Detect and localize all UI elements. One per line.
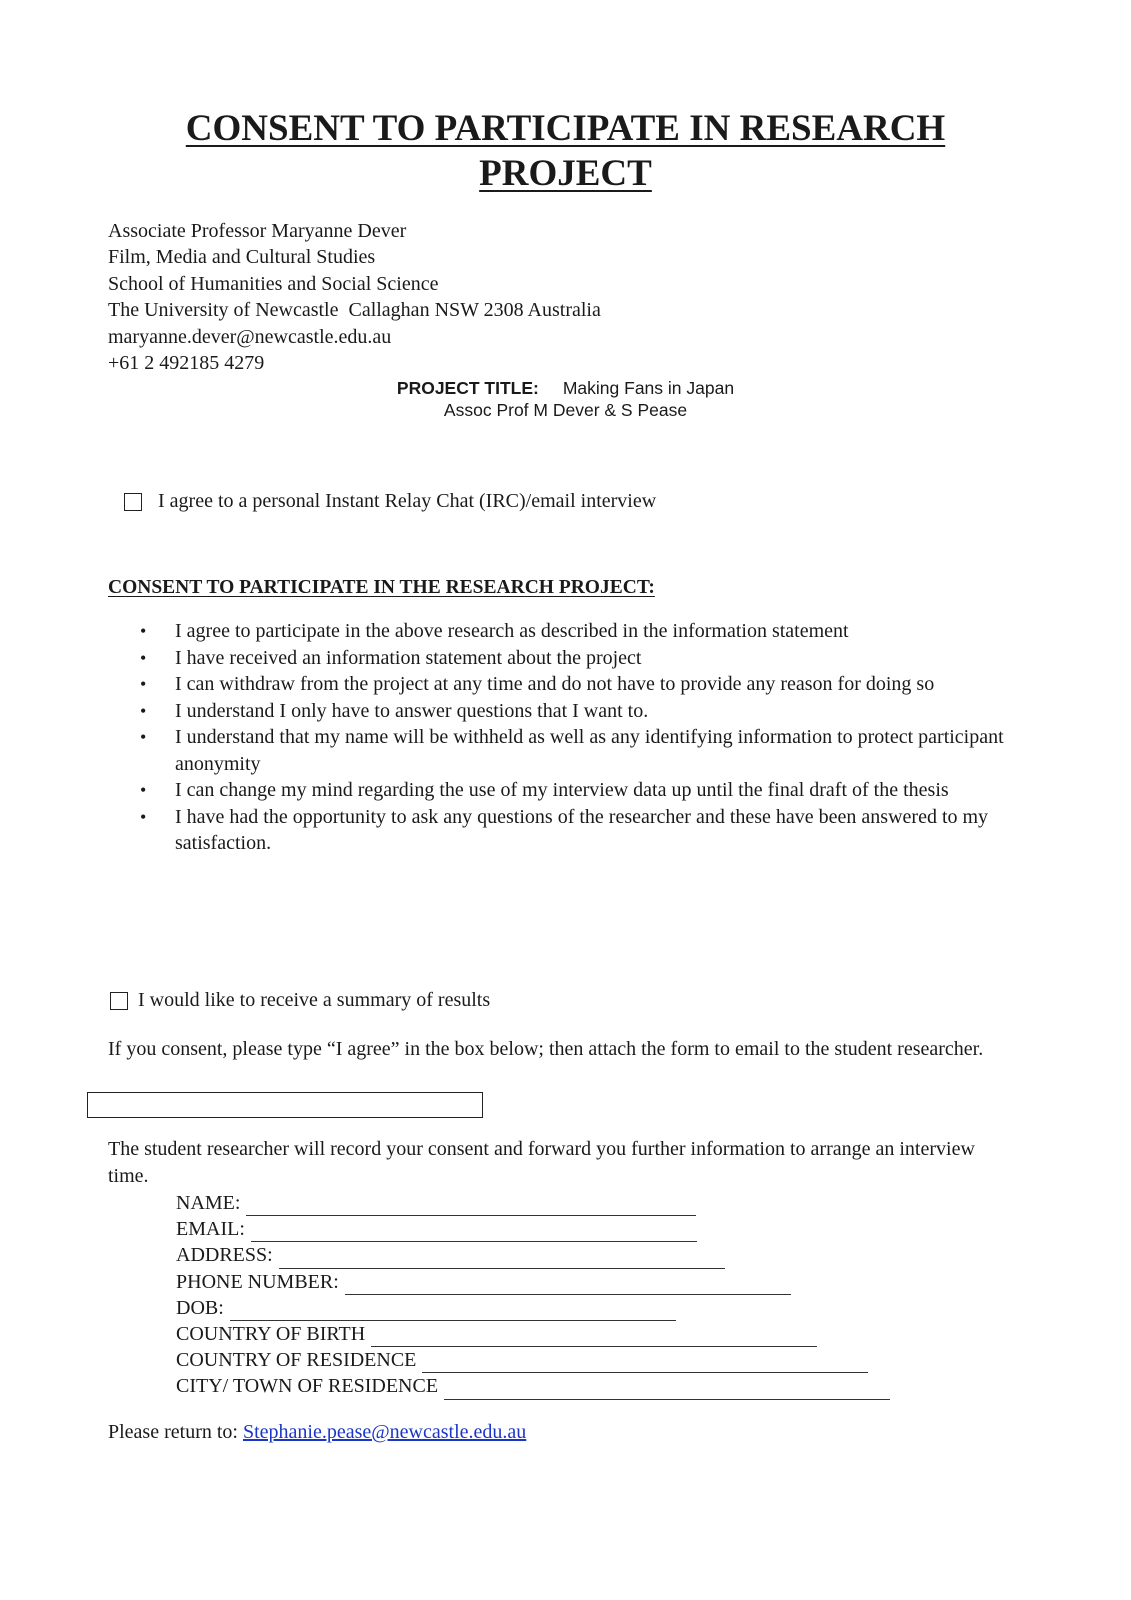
dob-input-line[interactable]: [230, 1302, 676, 1321]
dob-field: [176, 1295, 890, 1321]
project-title-value: Making Fans in Japan: [562, 378, 735, 398]
email-input-line[interactable]: [251, 1223, 697, 1242]
title-line-2: PROJECT: [479, 153, 652, 194]
irc-interview-option: [124, 490, 656, 513]
list-item: • I have received an information statement about the project: [140, 645, 1030, 672]
return-email-link[interactable]: Stephanie.pease@newcastle.edu.au: [242, 1421, 527, 1443]
city-of-residence-field: [176, 1373, 890, 1399]
project-researchers: Assoc Prof M Dever & S Pease: [443, 400, 688, 420]
list-item: • I agree to participate in the above research as described in the information statement: [140, 618, 1030, 645]
email-label: EMAIL:: [176, 1218, 245, 1241]
contact-school: School of Humanities and Social Science: [108, 272, 439, 295]
agree-input-box[interactable]: [87, 1092, 483, 1118]
phone-label: PHONE NUMBER:: [176, 1270, 339, 1293]
address-label: ADDRESS:: [176, 1244, 273, 1267]
name-input-line[interactable]: [246, 1197, 696, 1216]
name-label: NAME:: [176, 1192, 241, 1214]
consent-instructions: If you consent, please type “I agree” in the box below; then attach the form to email to the student researcher.: [108, 1038, 984, 1060]
phone-input-line[interactable]: [345, 1276, 791, 1295]
contact-department: Film, Media and Cultural Studies: [108, 246, 376, 269]
list-item: • I understand I only have to answer questions that I want to.: [140, 698, 1030, 725]
list-item: • I have had the opportunity to ask any questions of the researcher and these have been answered to my satisfaction.: [140, 804, 1030, 857]
project-title-label: PROJECT TITLE:: [396, 378, 539, 398]
return-instructions: [108, 1421, 526, 1444]
city-of-residence-label: CITY/ TOWN OF RESIDENCE: [176, 1375, 439, 1398]
list-item: • I can change my mind regarding the use of my interview data up until the final draft of the thesis: [140, 777, 1030, 804]
country-of-birth-input-line[interactable]: [371, 1328, 817, 1347]
title-line-1: CONSENT TO PARTICIPATE IN RESEARCH: [185, 108, 946, 149]
city-of-residence-input-line[interactable]: [444, 1381, 890, 1400]
document-title: [0, 106, 1131, 196]
country-of-birth-label: COUNTRY OF BIRTH: [176, 1323, 366, 1346]
participant-details-form: [176, 1190, 890, 1400]
country-of-birth-field: [176, 1321, 890, 1347]
record-instructions: The student researcher will record your consent and forward you further information to arrange an interview time.: [108, 1138, 975, 1187]
consent-statements-list: [140, 618, 1030, 857]
address-input-line[interactable]: [279, 1250, 725, 1269]
country-of-residence-label: COUNTRY OF RESIDENCE: [176, 1349, 417, 1372]
name-field: [176, 1190, 890, 1216]
country-of-residence-field: [176, 1347, 890, 1373]
dob-label: DOB:: [176, 1296, 224, 1319]
project-title-row: [0, 378, 1131, 399]
contact-phone: +61 2 492185 4279: [108, 352, 265, 375]
summary-results-option: [110, 989, 490, 1012]
contact-block: [108, 218, 601, 376]
phone-field: [176, 1269, 890, 1295]
irc-interview-label: I agree to a personal Instant Relay Chat (IRC)/email interview: [158, 490, 657, 512]
list-item: • I understand that my name will be withheld as well as any identifying information to protect participant anonymity: [140, 724, 1030, 777]
contact-email: maryanne.dever@newcastle.edu.au: [108, 325, 392, 348]
return-label: Please return to:: [108, 1421, 238, 1443]
summary-results-checkbox[interactable]: [110, 992, 128, 1010]
contact-address: The University of Newcastle Callaghan NSW 2308 Australia: [108, 299, 601, 322]
summary-results-label: I would like to receive a summary of results: [138, 989, 491, 1011]
country-of-residence-input-line[interactable]: [422, 1354, 868, 1373]
email-field: [176, 1216, 890, 1242]
irc-interview-checkbox[interactable]: [124, 493, 142, 511]
contact-name: Associate Professor Maryanne Dever: [108, 220, 407, 242]
list-item: • I can withdraw from the project at any time and do not have to provide any reason for doing so: [140, 671, 1030, 698]
consent-section-heading: CONSENT TO PARTICIPATE IN THE RESEARCH PROJECT:: [108, 577, 655, 598]
address-field: [176, 1242, 890, 1268]
